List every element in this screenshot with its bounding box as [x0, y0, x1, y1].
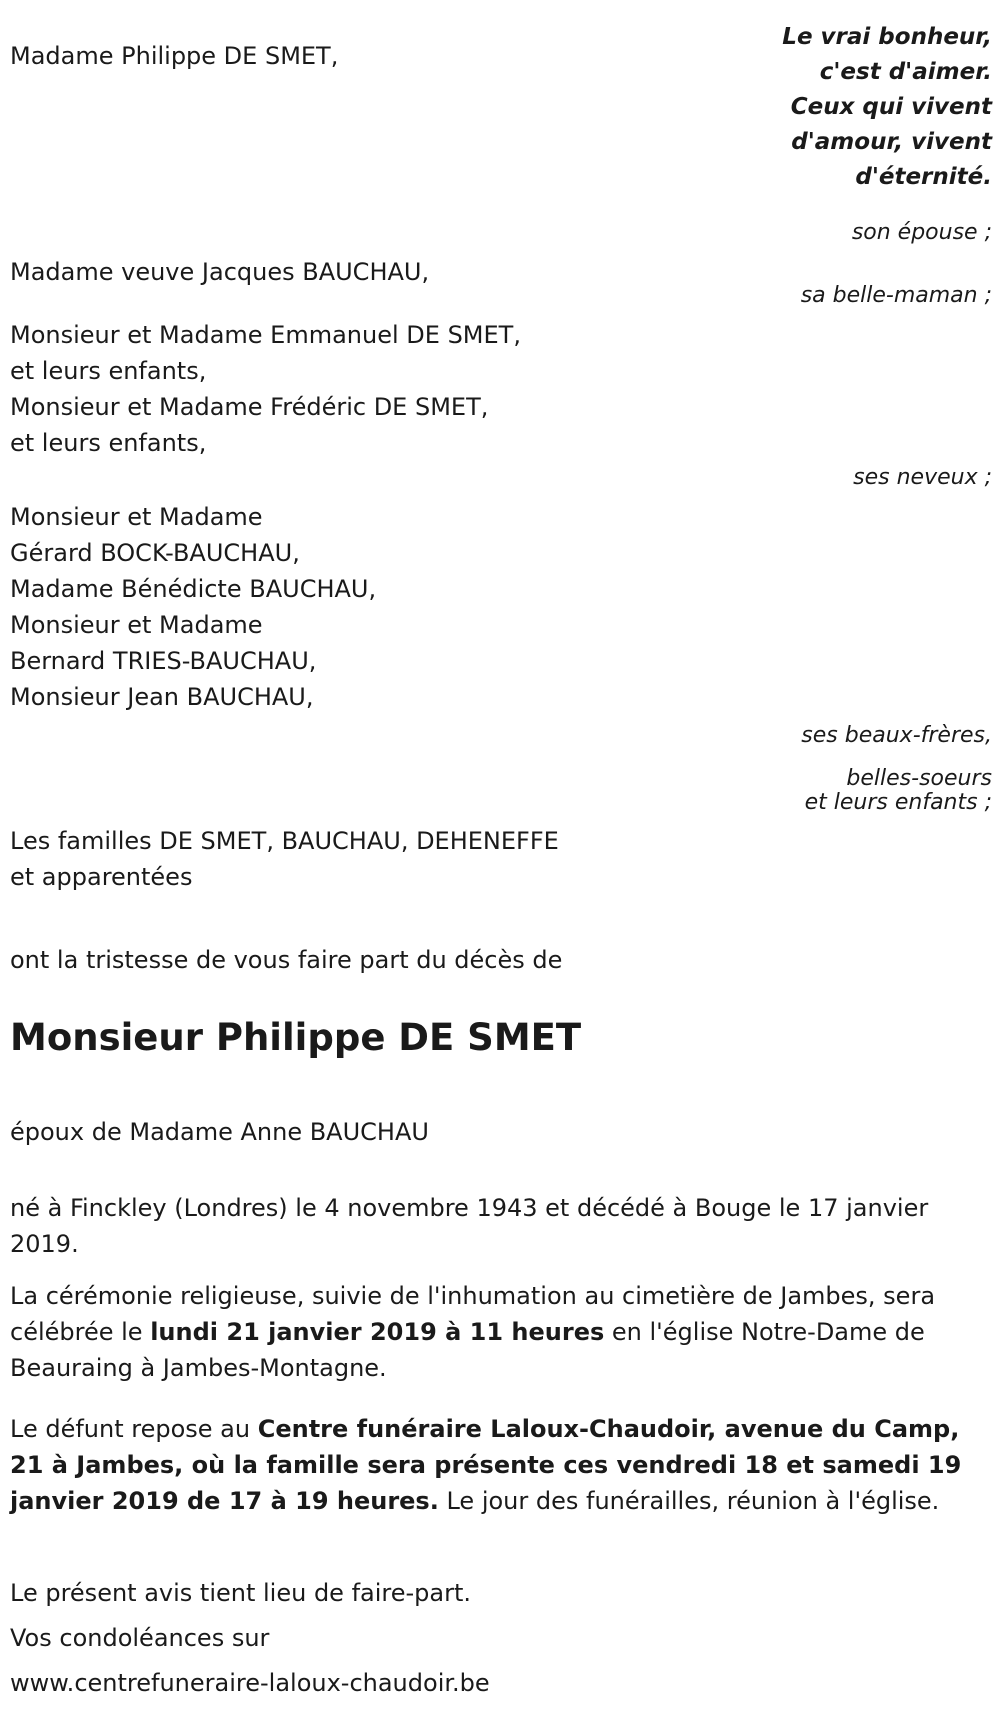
mother-in-law-relation: sa belle-maman ; — [800, 283, 992, 308]
birth-death-text: né à Finckley (Londres) le 4 novembre 1943 et décédé à Bouge le 17 janvier 2019. — [10, 1194, 929, 1258]
in-laws-relation-line: ses beaux-frères, — [801, 723, 992, 748]
ceremony-paragraph — [10, 1278, 975, 1386]
in-laws-relation-line: et leurs enfants ; — [804, 790, 992, 815]
mother-in-law-name: Madame veuve Jacques BAUCHAU, — [10, 258, 430, 286]
in-laws-line: Bernard TRIES-BAUCHAU, — [10, 647, 317, 675]
in-laws-line: Monsieur et Madame — [10, 503, 263, 531]
ceremony-date: lundi 21 janvier 2019 à 11 heures — [150, 1318, 605, 1346]
in-laws-line: Monsieur et Madame — [10, 611, 263, 639]
quote-line: d'éternité. — [855, 164, 992, 190]
ceremony-text: La cérémonie religieuse, suivie de l'inhumation au cimetière de Jambes, sera célébrée le — [10, 1282, 936, 1346]
families-line: Les familles DE SMET, BAUCHAU, DEHENEFFE — [10, 827, 559, 855]
repose-location: Centre funéraire Laloux-Chaudoir, avenue du Camp, 21 à Jambes, où la famille sera présente ces vendredi 18 et samedi 19 janvier 2019 de 17 à 19 heures. — [10, 1415, 962, 1515]
repose-text: Le jour des funérailles, réunion à l'église. — [438, 1487, 940, 1515]
nephews-block — [10, 317, 521, 461]
families-block — [10, 823, 559, 895]
nephews-line: et leurs enfants, — [10, 429, 207, 457]
in-laws-relation-line: belles-soeurs — [846, 766, 992, 791]
nephews-line: Monsieur et Madame Emmanuel DE SMET, — [10, 321, 521, 349]
quote-line: d'amour, vivent — [791, 129, 992, 155]
in-laws-block — [10, 499, 376, 715]
quote-line: c'est d'aimer. — [819, 59, 992, 85]
in-laws-line: Madame Bénédicte BAUCHAU, — [10, 575, 377, 603]
nephews-relation: ses neveux ; — [853, 465, 992, 490]
quote-line: Ceux qui vivent — [790, 94, 992, 120]
repose-text: Le défunt repose au — [10, 1415, 258, 1443]
in-laws-line: Gérard BOCK-BAUCHAU, — [10, 539, 300, 567]
ceremony-text: en l'église Notre-Dame de Beauraing à Jambes-Montagne. — [10, 1318, 925, 1382]
spouse-name: Madame Philippe DE SMET, — [10, 42, 339, 70]
in-laws-line: Monsieur Jean BAUCHAU, — [10, 683, 314, 711]
quote-block — [782, 20, 992, 195]
nephews-line: et leurs enfants, — [10, 357, 207, 385]
spouse-relation: son épouse ; — [851, 220, 992, 245]
repose-paragraph — [10, 1411, 975, 1519]
spouse-of-text: époux de Madame Anne BAUCHAU — [10, 1118, 429, 1146]
notice-text: Le présent avis tient lieu de faire-part. — [10, 1579, 472, 1607]
deceased-name: Monsieur Philippe DE SMET — [10, 1016, 582, 1059]
families-line: et apparentées — [10, 863, 193, 891]
nephews-line: Monsieur et Madame Frédéric DE SMET, — [10, 393, 489, 421]
condolences-text: Vos condoléances sur — [10, 1624, 270, 1652]
website-link[interactable]: www.centrefuneraire-laloux-chaudoir.be — [10, 1669, 490, 1697]
announcement-text: ont la tristesse de vous faire part du décès de — [10, 946, 563, 974]
quote-line: Le vrai bonheur, — [782, 24, 992, 50]
